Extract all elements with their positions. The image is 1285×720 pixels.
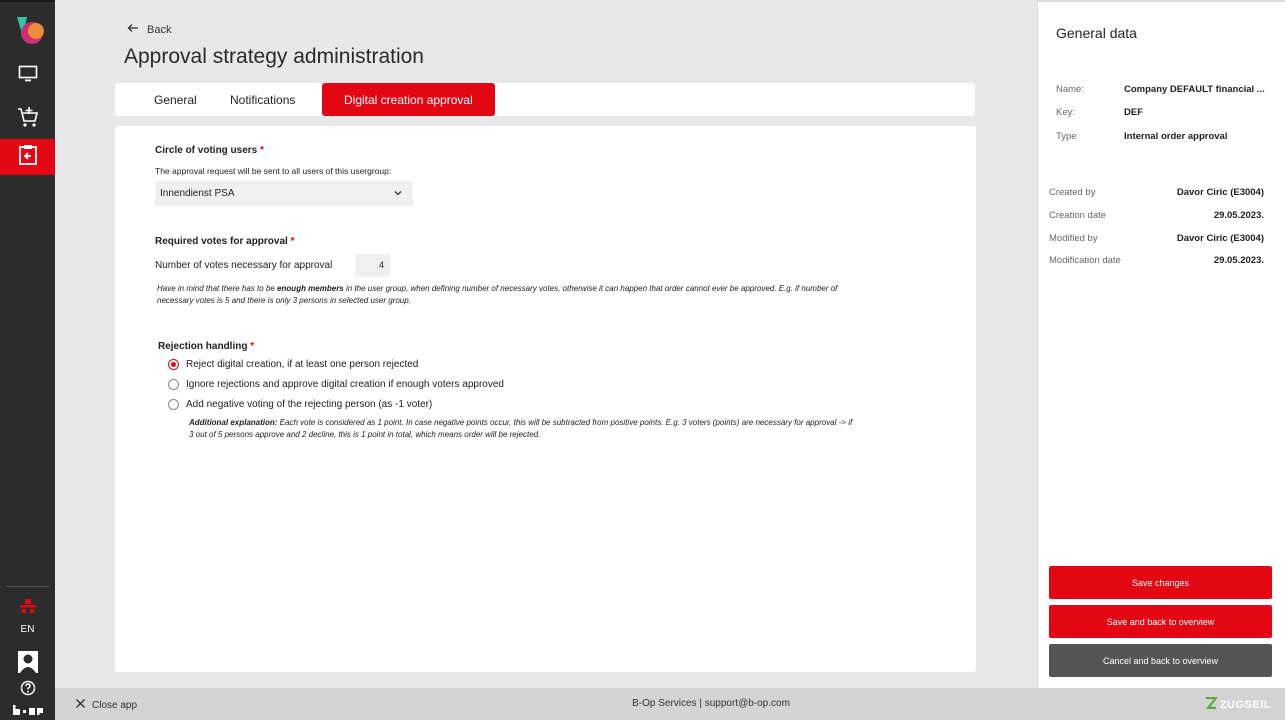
zugseil-logo-text: ZUGSEIL xyxy=(1219,698,1271,711)
circle-label xyxy=(155,145,264,156)
key-value: DEF xyxy=(1124,107,1143,118)
required-marker: * xyxy=(290,236,295,247)
clipboard-arrow-icon xyxy=(18,144,38,171)
circle-label-text: Circle of voting users xyxy=(155,145,258,156)
modification-date-key: Modification date xyxy=(1049,255,1121,266)
type-key: Type xyxy=(1056,131,1077,142)
name-key: Name: xyxy=(1056,84,1084,95)
main-area xyxy=(55,0,1037,688)
modified-by-value: Davor Ciric (E3004) xyxy=(1176,233,1264,244)
cart-add-icon[interactable] xyxy=(0,99,55,135)
circle-hint: The approval request will be sent to all users of this usergroup: xyxy=(155,166,392,176)
save-changes-button[interactable]: Save changes xyxy=(1049,566,1272,599)
rejection-option-ignore[interactable] xyxy=(168,379,504,390)
votes-note xyxy=(157,283,837,306)
bop-logo-icon xyxy=(0,700,55,720)
page-title: Approval strategy administration xyxy=(124,45,424,68)
votes-field-label: Number of votes necessary for approval xyxy=(155,260,333,271)
required-marker: * xyxy=(260,145,264,156)
notification-icon[interactable] xyxy=(0,592,55,620)
save-and-back-button[interactable]: Save and back to overview xyxy=(1049,605,1272,638)
zugseil-logo xyxy=(1205,697,1271,712)
radio-button[interactable] xyxy=(168,379,179,390)
general-data-panel xyxy=(1037,0,1285,688)
back-link[interactable] xyxy=(127,23,171,36)
sidebar xyxy=(0,0,55,720)
votes-label xyxy=(155,236,295,247)
form-card xyxy=(115,126,976,672)
footer xyxy=(55,688,1285,720)
note-text: in the user group, when defining number of necessary votes, otherwise it can happen that order cannot ever be approved. E.g. if number of xyxy=(343,284,838,293)
name-value: Company DEFAULT financial ... xyxy=(1124,84,1265,95)
votes-label-text: Required votes for approval xyxy=(155,236,288,247)
tab-digital-creation-approval[interactable]: Digital creation approval xyxy=(322,83,495,116)
tab-bar xyxy=(115,83,975,116)
required-marker: * xyxy=(250,341,255,352)
key-key: Key: xyxy=(1056,107,1076,118)
sidebar-divider xyxy=(6,586,49,587)
votes-input[interactable]: 4 xyxy=(355,254,390,277)
tab-notifications[interactable]: Notifications xyxy=(230,92,296,107)
creation-date-value: 29.05.2023. xyxy=(1213,210,1264,221)
app-logo-icon[interactable] xyxy=(0,14,55,50)
radio-label: Reject digital creation, if at least one person rejected xyxy=(186,359,419,370)
footer-support-text: B-Op Services | support@b-op.com xyxy=(632,698,790,709)
monitor-icon[interactable] xyxy=(0,56,55,92)
explanation-bold: Additional explanation: xyxy=(189,418,278,427)
type-value: Internal order approval xyxy=(1124,131,1228,142)
language-switch[interactable]: EN xyxy=(20,624,35,635)
tab-general[interactable]: General xyxy=(154,92,197,107)
explanation-line1 xyxy=(189,417,852,429)
back-label: Back xyxy=(147,23,172,36)
votes-note-line1 xyxy=(157,283,837,295)
rejection-label-text: Rejection handling xyxy=(158,341,248,352)
rejection-label xyxy=(158,341,254,352)
modified-by-key: Modified by xyxy=(1049,233,1098,244)
close-app-label: Close app xyxy=(92,699,138,711)
note-text: Have in mind that there has to be xyxy=(157,284,278,293)
panel-title: General data xyxy=(1056,25,1137,41)
zugseil-z-icon xyxy=(1205,697,1217,712)
arrow-left-icon xyxy=(127,23,139,36)
radio-button[interactable] xyxy=(168,359,179,370)
radio-button[interactable] xyxy=(168,399,179,410)
help-icon[interactable] xyxy=(0,674,55,702)
explanation-line2: 3 out of 5 persons approve and 2 decline, this is 1 point in total, which means order will be rejected. xyxy=(189,429,541,439)
explanation-text: Each vote is considered as 1 point. In case negative points occur, this will be subtracted from positive points. E.g. 3 voters (points) are necessary for approval -> if xyxy=(277,418,853,427)
modification-date-value: 29.05.2023. xyxy=(1213,255,1264,266)
chevron-down-icon xyxy=(393,188,403,201)
note-bold: enough members xyxy=(277,284,344,293)
usergroup-select-value: Innendienst PSA xyxy=(160,188,235,199)
cancel-and-back-button[interactable]: Cancel and back to overview xyxy=(1049,644,1272,677)
rejection-explanation xyxy=(189,417,852,440)
created-by-value: Davor Ciric (E3004) xyxy=(1176,187,1264,198)
sidebar-item-approval[interactable] xyxy=(0,139,55,175)
radio-label: Add negative voting of the rejecting person (as -1 voter) xyxy=(186,399,433,410)
creation-date-key: Creation date xyxy=(1049,210,1107,221)
created-by-key: Created by xyxy=(1049,187,1096,198)
votes-note-line2: necessary votes is 5 and there is only 3 persons in selected user group. xyxy=(157,295,411,305)
usergroup-select[interactable] xyxy=(155,181,413,206)
radio-label: Ignore rejections and approve digital creation if enough voters approved xyxy=(186,379,504,390)
rejection-option-reject[interactable] xyxy=(168,359,418,370)
rejection-option-negative[interactable] xyxy=(168,399,432,410)
